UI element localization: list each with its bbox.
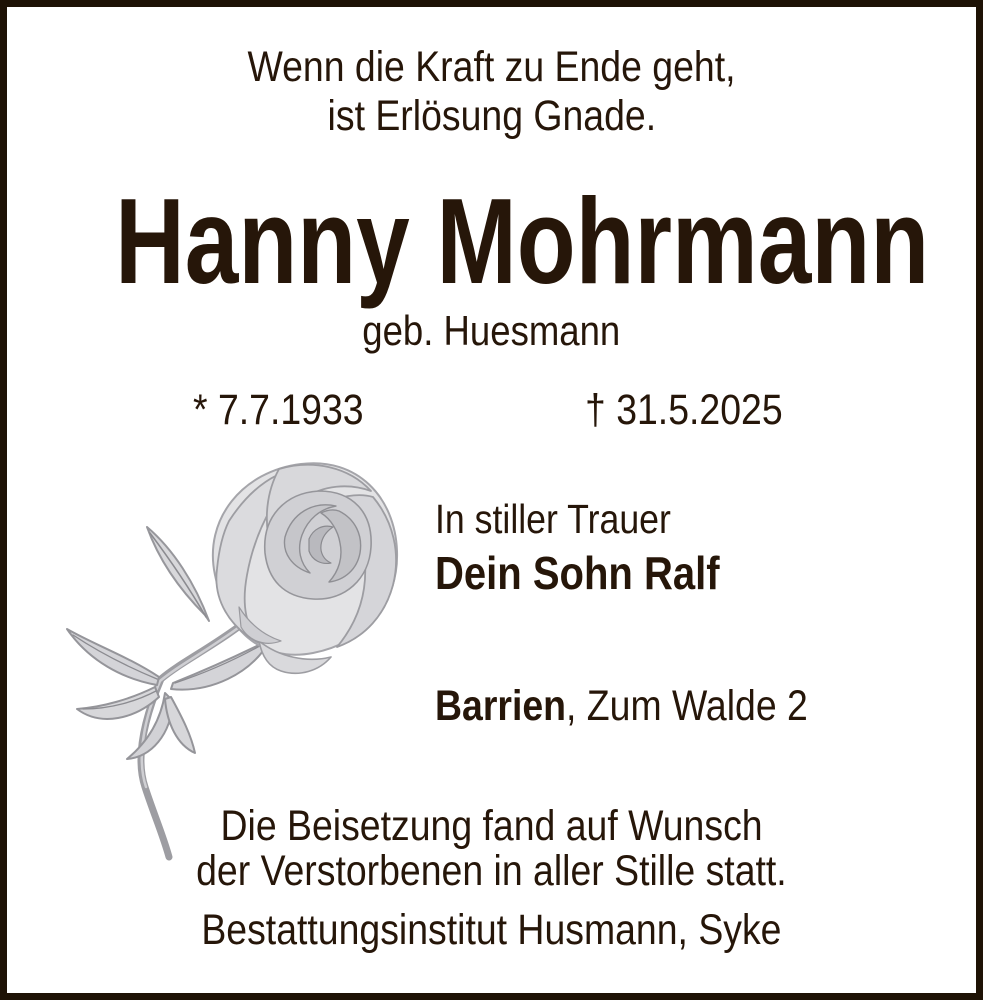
street-address: , Zum Walde 2 [566,682,808,730]
rose-icon [67,463,397,857]
place-address-line [435,682,864,730]
epigraph [7,43,976,141]
burial-note [7,804,976,894]
mourning-intro: In stiller Trauer [435,496,671,542]
place-name: Barrien [435,682,567,730]
birth-date: * 7.7.1933 [193,386,364,434]
deceased-name: Hanny Mohrmann [115,173,930,309]
epigraph-line-1: Wenn die Kraft zu Ende geht, [247,43,736,91]
undertaker-line: Bestattungsinstitut Husmann, Syke [201,906,782,954]
epigraph-line-2: ist Erlösung Gnade. [327,92,656,140]
death-date: † 31.5.2025 [585,386,783,434]
burial-note-line-2: der Verstorbenen in aller Stille statt. [196,847,787,895]
maiden-name: geb. Huesmann [362,307,621,354]
mourner-name: Dein Sohn Ralf [435,547,720,599]
burial-note-line-1: Die Beisetzung fand auf Wunsch [220,802,763,850]
